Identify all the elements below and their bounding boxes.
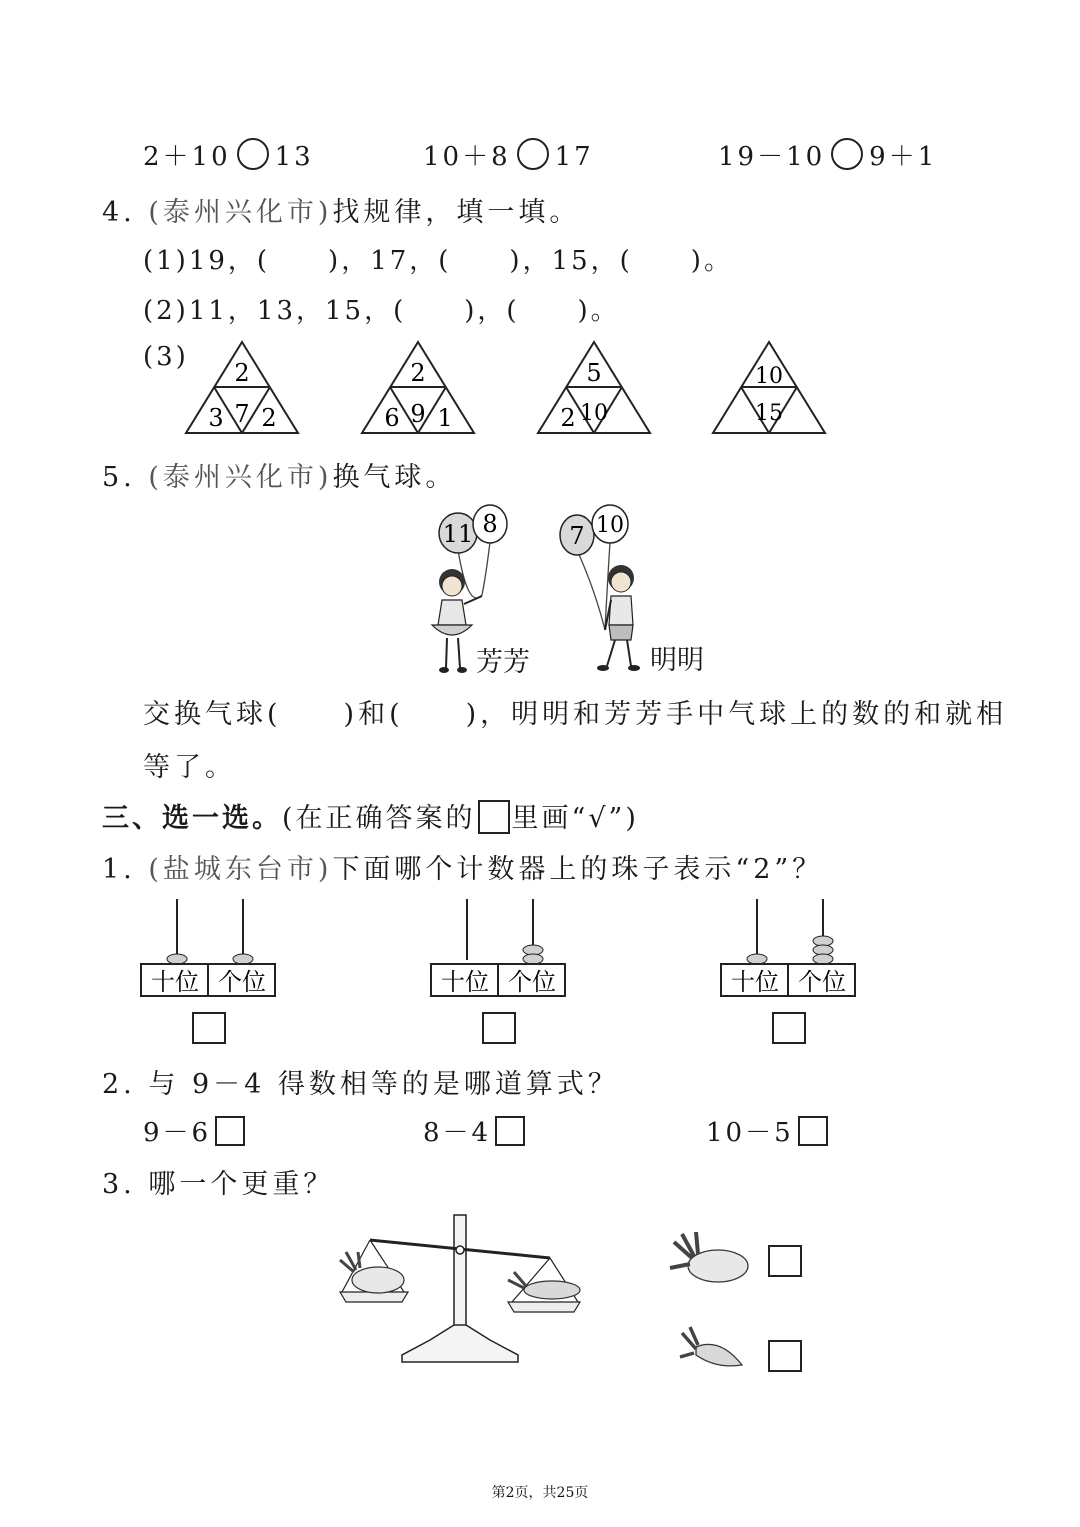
answer-checkbox[interactable] — [495, 1116, 525, 1146]
triangle-center-number: 15 — [755, 401, 783, 426]
option-label: 8－4 — [423, 1118, 492, 1148]
girl-name: 芳芳 — [476, 647, 530, 678]
answer-checkbox[interactable] — [192, 1012, 226, 1044]
triangle-top-number: 2 — [410, 359, 426, 387]
balloon-number: 11 — [442, 520, 474, 548]
question-number: 1. — [102, 854, 136, 885]
answer-circle[interactable] — [517, 138, 549, 170]
comparison-3 — [718, 136, 937, 173]
s3q2-heading — [102, 1062, 619, 1101]
answer-checkbox[interactable] — [482, 1012, 516, 1044]
question-source: (泰州兴化市) — [148, 197, 333, 228]
answer-checkbox[interactable] — [215, 1116, 245, 1146]
q5-answer-line-1: 交换气球( )和( )，明明和芳芳手中气球上的数的和就相 — [143, 699, 1008, 730]
abacus-3 — [720, 895, 860, 1000]
comparison-left: 10＋8 — [423, 142, 511, 172]
triangle-left-number: 2 — [560, 404, 576, 432]
bead — [747, 954, 767, 964]
comparison-left: 19－10 — [718, 142, 826, 172]
carrot-icon — [524, 1281, 580, 1299]
comparison-right: 17 — [554, 142, 594, 172]
question-number: 3. — [102, 1169, 136, 1200]
option-3 — [706, 1112, 828, 1149]
answer-checkbox[interactable] — [768, 1245, 802, 1277]
section-3-title: 三、选一选。 — [102, 803, 282, 834]
comparison-right: 9＋1 — [869, 142, 938, 172]
tens-label: 十位 — [731, 968, 779, 996]
balloon-number: 10 — [596, 513, 624, 538]
ones-label: 个位 — [508, 968, 556, 996]
question-text: 找规律，填一填。 — [332, 197, 581, 228]
page-footer: 第2页，共25页 — [491, 1485, 589, 1501]
question-number: 2. — [102, 1069, 136, 1100]
number-triangle-3 — [537, 340, 652, 435]
question-source: (泰州兴化市) — [148, 462, 333, 493]
abacus-2 — [430, 895, 570, 1000]
answer-checkbox[interactable] — [772, 1012, 806, 1044]
option-label: 9－6 — [143, 1118, 212, 1148]
triangle-top-number: 10 — [755, 364, 783, 389]
number-triangle-1 — [185, 340, 300, 435]
bead — [813, 954, 833, 964]
checkbox-sample-icon — [478, 800, 510, 834]
radish-option-icon — [668, 1228, 753, 1288]
triangle-right-number: 2 — [261, 404, 277, 432]
triangle-center-number: 7 — [234, 400, 250, 428]
question-text: 换气球。 — [332, 462, 457, 493]
triangle-top-number: 5 — [586, 359, 602, 387]
question-number: 4. — [102, 197, 136, 228]
s3q3-heading — [102, 1162, 334, 1201]
triangle-left-number: 6 — [384, 404, 400, 432]
q4-part3-label: (3) — [143, 342, 189, 372]
q4-part2: (2)11，13，15，( )，( )。 — [143, 296, 620, 326]
ones-label: 个位 — [798, 968, 846, 996]
question-source: (盐城东台市) — [148, 854, 333, 885]
balance-scale-illustration — [330, 1210, 590, 1365]
number-triangle-4 — [712, 340, 827, 435]
triangle-right-number: 1 — [437, 404, 453, 432]
question-text: 哪一个更重？ — [148, 1169, 335, 1200]
abacus-1 — [140, 895, 280, 1000]
comparison-2 — [423, 136, 594, 173]
option-1 — [143, 1112, 245, 1149]
tens-label: 十位 — [151, 968, 199, 996]
q5-heading — [102, 455, 456, 494]
option-2 — [423, 1112, 525, 1149]
comparison-left: 2＋10 — [143, 142, 231, 172]
ones-label: 个位 — [218, 968, 266, 996]
tens-label: 十位 — [441, 968, 489, 996]
question-text: 与 9－4 得数相等的是哪道算式？ — [148, 1069, 619, 1100]
triangle-top-number: 2 — [234, 359, 250, 387]
answer-circle[interactable] — [831, 138, 863, 170]
radish-icon — [352, 1267, 404, 1293]
question-text: 下面哪个计数器上的珠子表示“2”？ — [332, 854, 824, 885]
section-3-hint-after: 里画“√”) — [511, 803, 639, 834]
answer-circle[interactable] — [237, 138, 269, 170]
triangle-center-number: 10 — [580, 401, 608, 426]
q5-answer-line-2: 等了。 — [143, 752, 236, 783]
answer-checkbox[interactable] — [798, 1116, 828, 1146]
balloon-number: 7 — [569, 522, 585, 550]
s3q1-heading — [102, 847, 823, 886]
section-title — [102, 796, 639, 835]
bead — [523, 954, 543, 964]
section-3-hint-before: (在正确答案的 — [282, 803, 476, 834]
comparison-1 — [143, 136, 314, 173]
q4-part1: (1)19，( )，17，( )，15，( )。 — [143, 246, 733, 276]
q4-heading — [102, 190, 580, 229]
triangle-left-number: 3 — [208, 404, 224, 432]
triangle-center-number: 9 — [410, 400, 426, 428]
bead — [167, 954, 187, 964]
answer-checkbox[interactable] — [768, 1340, 802, 1372]
comparison-right: 13 — [274, 142, 314, 172]
boy-name: 明明 — [650, 645, 704, 676]
number-triangle-2 — [361, 340, 476, 435]
bead — [233, 954, 253, 964]
balloon-number: 8 — [482, 510, 498, 538]
question-number: 5. — [102, 462, 136, 493]
carrot-option-icon — [680, 1325, 750, 1375]
option-label: 10－5 — [706, 1118, 794, 1148]
